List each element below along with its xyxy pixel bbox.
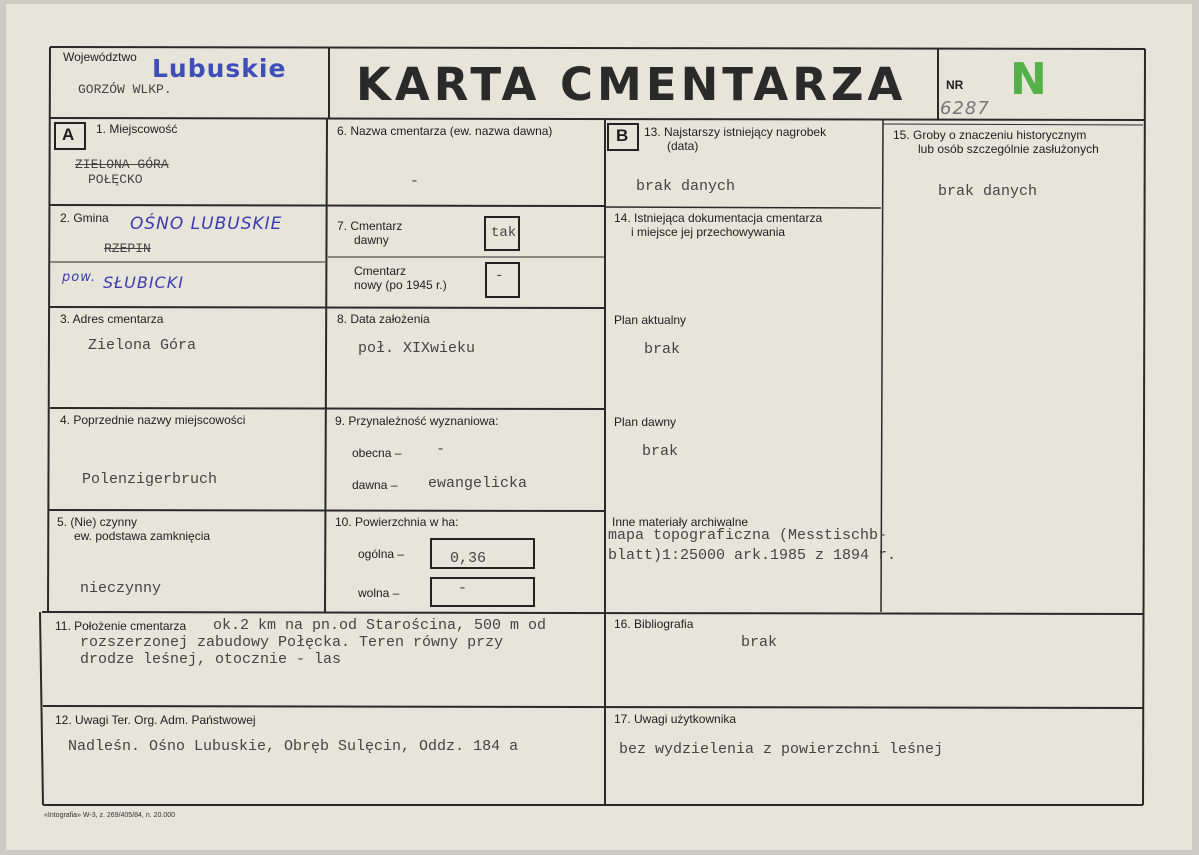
field-3-value: Zielona Góra [88,337,197,354]
field-11-line-2: rozszerzonej zabudowy Połęcka. Teren równy przy [80,634,504,651]
printer-imprint: «Intografia» W-3, z. 269/405/84, n. 20.000 [44,812,176,819]
field-5-label-1: 5. (Nie) czynny [57,515,138,529]
field-7b-label-2: nowy (po 1945 r.) [354,278,447,292]
field-13-label-2: (data) [667,139,699,153]
field-7-label-2: dawny [354,233,389,247]
field-1-old: ZIELONA GÓRA [75,157,169,172]
nr-label: NR [946,78,964,92]
field-7-value: tak [491,225,517,241]
field-10-wolna-value: - [458,580,468,597]
field-11-line-1: ok.2 km na pn.od Starościna, 500 m od [213,617,547,634]
wojewodztwo-stamp: Lubuskie [152,54,287,83]
section-b-letter: B [616,126,629,145]
wojewodztwo-old: GORZÓW WLKP. [78,82,172,97]
field-7b-label-1: Cmentarz [354,264,407,278]
field-6-value: - [410,173,420,190]
field-7-label-1: 7. Cmentarz [337,219,403,233]
field-14-label-2: i miejsce jej przechowywania [631,225,786,239]
field-12-label: 12. Uwagi Ter. Org. Adm. Państwowej [55,713,256,727]
field-16-label: 16. Bibliografia [614,617,694,631]
plan-aktualny-value: brak [644,341,681,358]
field-7b-value: - [495,268,504,284]
field-6-label: 6. Nazwa cmentarza (ew. nazwa dawna) [337,124,553,138]
field-9-dawna-label: dawna – [352,478,398,492]
field-12-value: Nadleśn. Ośno Lubuskie, Obręb Sulęcin, Oddz. 184 a [68,738,519,755]
nr-value: 6287 [940,98,990,119]
field-11-label: 11. Położenie cmentarza [55,619,187,633]
powiat-value: SŁUBICKI [103,273,184,292]
field-2-value: OŚNO LUBUSKIE [130,214,283,234]
field-11-line-3: drodze leśnej, otocznie - las [80,651,342,668]
field-5-label-2: ew. podstawa zamknięcia [74,529,211,543]
field-14-label-1: 14. Istniejąca dokumentacja cmentarza [614,211,823,225]
field-10-ogolna-value: 0,36 [450,550,487,567]
inne-materialy-line-2: blatt)1:25000 ark.1985 z 1894 r. [608,547,897,564]
field-8-label: 8. Data założenia [337,312,430,326]
section-a-letter: A [62,125,75,144]
nr-mark: N [1010,54,1048,105]
field-9-dawna-value: ewangelicka [428,475,528,492]
field-10-wolna-label: wolna – [358,586,400,600]
field-10-label: 10. Powierzchnia w ha: [335,515,459,529]
plan-aktualny-label: Plan aktualny [614,313,687,327]
field-8-value: poł. XIXwieku [358,340,476,357]
field-4-label: 4. Poprzednie nazwy miejscowości [60,413,246,427]
wojewodztwo-label: Województwo [63,50,137,64]
field-15-label-2: lub osób szczególnie zasłużonych [918,142,1099,156]
field-9-obecna-value: - [436,441,446,458]
field-4-value: Polenzigerbruch [82,471,218,488]
field-13-label-1: 13. Najstarszy istniejący nagrobek [644,125,827,139]
card-title: KARTA CMENTARZA [356,58,907,111]
field-5-value: nieczynny [80,580,162,597]
plan-dawny-label: Plan dawny [614,415,677,429]
field-16-value: brak [741,634,778,651]
field-10-ogolna-label: ogólna – [358,547,405,561]
field-17-value: bez wydzielenia z powierzchni leśnej [619,741,944,758]
field-15-value: brak danych [938,183,1038,200]
field-9-obecna-label: obecna – [352,446,402,460]
field-15-label-1: 15. Groby o znaczeniu historycznym [893,128,1087,142]
field-1-value: POŁĘCKO [88,172,143,187]
inne-materialy-label: Inne materiały archiwalne [612,515,749,529]
plan-dawny-value: brak [642,443,679,460]
inne-materialy-line-1: mapa topograficzna (Messtischb- [608,527,888,544]
field-1-label: 1. Miejscowość [96,122,178,136]
field-9-label: 9. Przynależność wyznaniowa: [335,414,499,428]
field-10-wolna-box [430,577,535,607]
field-13-value: brak danych [636,178,736,195]
field-3-label: 3. Adres cmentarza [60,312,164,326]
field-17-label: 17. Uwagi użytkownika [614,712,737,726]
powiat-prefix: pow. [62,270,97,285]
field-2-label: 2. Gmina [60,211,109,225]
field-2-old: RZEPIN [104,241,151,256]
